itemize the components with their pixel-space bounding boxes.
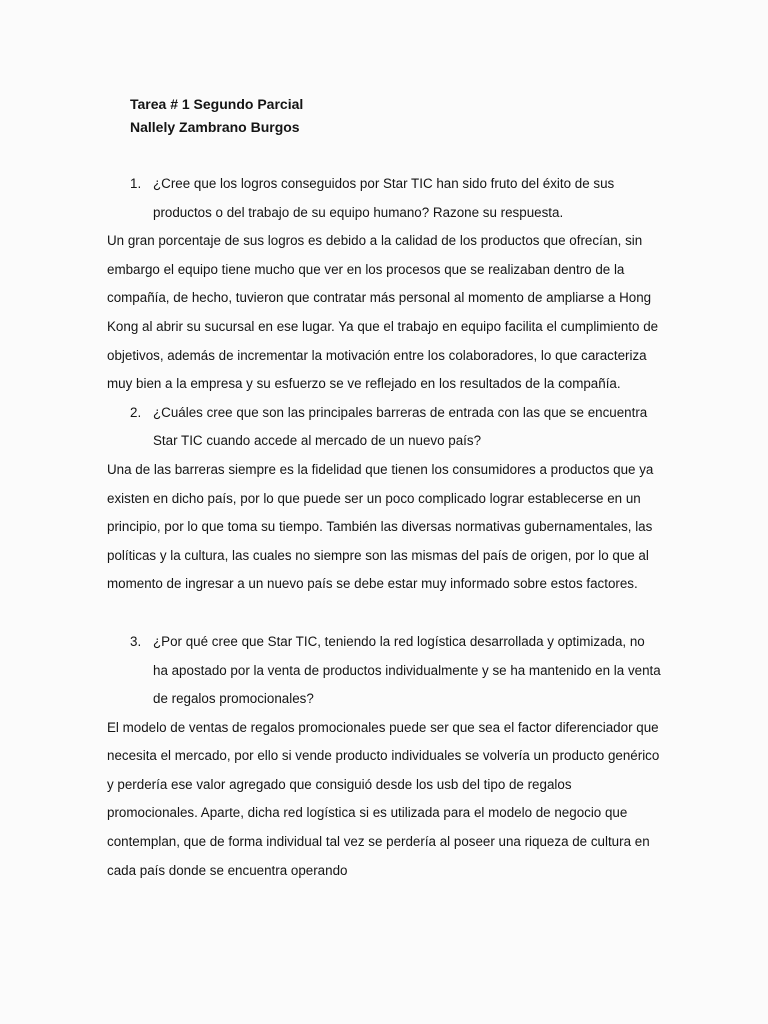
question-number: 3. (130, 633, 142, 649)
document-header (130, 93, 303, 139)
question-text: ¿Cree que los logros conseguidos por Star TIC han sido fruto del éxito de sus productos o del trabajo de su equipo humano? Razone su respuesta. (153, 176, 615, 220)
question-2 (107, 399, 663, 456)
question-text: ¿Cuáles cree que son las principales barreras de entrada con las que se encuentra Star TIC cuando accede al mercado de un nuevo país? (153, 404, 648, 449)
question-number: 1. (130, 176, 142, 191)
question-1 (107, 170, 663, 227)
answer-3: El modelo de ventas de regalos promocionales puede ser que sea el factor diferenciador que necesita el mercado, por ello si vende producto individuales se volvería un producto genérico y perdería ese valor agregado que consiguió desde los usb del tipo de regalos promocionales. Aparte, dicha red logística si es utilizada para el modelo de negocio que contemplan, que de forma individual tal vez se perdería al poseer una riqueza de cultura en cada país donde se encuentra operando (107, 719, 660, 878)
paragraph-spacer (107, 599, 663, 628)
document-body (107, 170, 663, 885)
document-author: Nallely Zambrano Burgos (130, 119, 300, 135)
question-3 (107, 628, 663, 714)
answer-2: Una de las barreras siempre es la fidelidad que tienen los consumidores a productos que ya existen en dicho país, por lo que puede ser un poco complicado lograr establecerse en un principio, por lo que toma su tiempo. También las diversas normativas gubernamentales, las políticas y la cultura, las cuales no siempre son las mismas del país de origen, por lo que al momento de ingresar a un nuevo país se debe estar muy informado sobre estos factores. (107, 461, 654, 592)
answer-1: Un gran porcentaje de sus logros es debido a la calidad de los productos que ofrecían, sin embargo el equipo tiene mucho que ver en los procesos que se realizaban dentro de la compañía, de hecho, tuvieron que contratar más personal al momento de ampliarse a Hong Kong al abrir su sucursal en ese lugar. Ya que el trabajo en equipo facilita el cumplimiento de objetivos, además de incrementar la motivación entre los colaboradores, lo que caracteriza muy bien a la empresa y su esfuerzo se ve reflejado en los resultados de la compañía. (107, 233, 659, 392)
question-text: ¿Por qué cree que Star TIC, teniendo la red logística desarrollada y optimizada, no ha apostado por la venta de productos individualmente y se ha mantenido en la venta de regalos promocionales? (153, 633, 661, 707)
document-title: Tarea # 1 Segundo Parcial (130, 96, 304, 112)
question-number: 2. (130, 404, 142, 420)
